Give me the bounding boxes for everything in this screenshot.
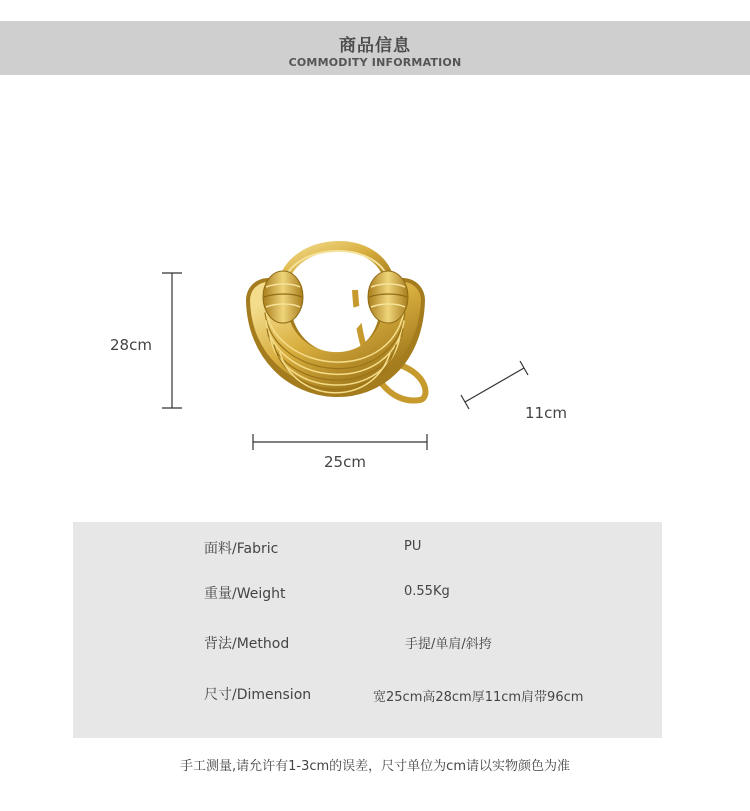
measurement-footnote: 手工测量,请允许有1-3cm的误差，尺寸单位为cm请以实物颜色为准	[180, 759, 570, 774]
spec-value-method: 手提/单肩/斜挎	[405, 637, 492, 652]
product-diagram	[0, 75, 750, 520]
depth-dimension-line	[461, 361, 528, 409]
spec-label-dimension: 尺寸/Dimension	[204, 687, 312, 703]
right-knot	[368, 271, 408, 323]
section-title-en: COMMODITY INFORMATION	[288, 56, 462, 69]
width-dimension-line	[253, 434, 427, 450]
product-figure	[0, 75, 750, 520]
width-label: 25cm	[324, 453, 366, 471]
spec-label-method: 背法/Method	[204, 636, 290, 652]
spec-label-weight: 重量/Weight	[204, 586, 286, 602]
spec-value-dimension: 宽25cm高28cm厚11cm肩带96cm	[373, 690, 584, 705]
spec-label-fabric: 面料/Fabric	[204, 541, 279, 557]
spec-value-weight: 0.55Kg	[404, 584, 450, 599]
section-title-cn: 商品信息	[339, 36, 411, 56]
depth-label: 11cm	[525, 404, 567, 422]
height-label: 28cm	[110, 336, 152, 354]
spec-table	[73, 522, 662, 738]
left-knot	[263, 271, 303, 323]
bag-image	[263, 246, 425, 400]
section-header	[0, 21, 750, 75]
height-dimension-line	[162, 273, 182, 408]
spec-value-fabric: PU	[404, 539, 422, 554]
